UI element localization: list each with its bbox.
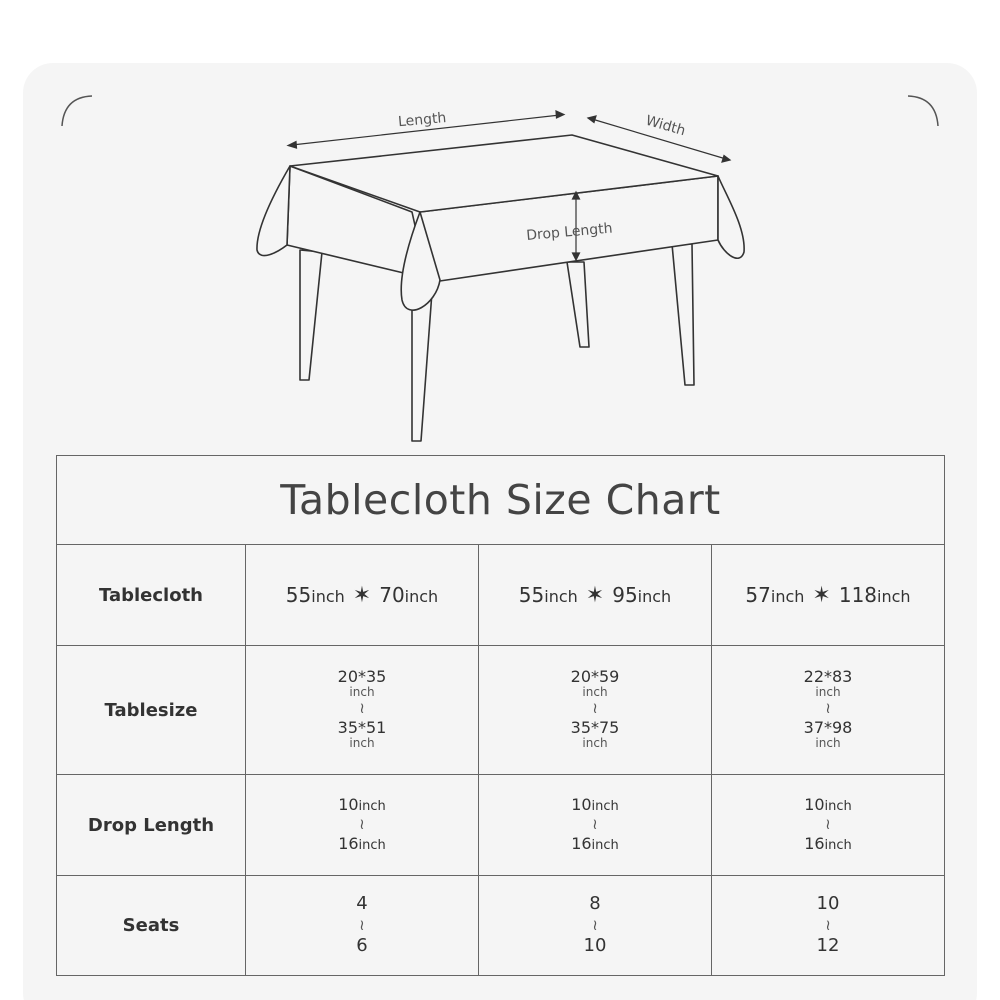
chart-title: Tablecloth Size Chart	[57, 456, 945, 545]
tablesize-cell: 20*35 inch ≀ 35*51 inch	[246, 646, 479, 775]
tablecloth-diagram	[0, 0, 1000, 450]
width-label: Width	[643, 112, 688, 140]
tablesize-cell: 22*83 inch ≀ 37*98 inch	[712, 646, 945, 775]
corner-arc-left	[62, 96, 92, 126]
tablecloth-size-cell: 57inch ✶ 118inch	[712, 545, 945, 646]
drop-length-label: Drop Length	[525, 220, 614, 244]
tablesize-cell: 20*59 inch ≀ 35*75 inch	[479, 646, 712, 775]
length-label: Length	[397, 110, 447, 131]
row-label-tablesize: Tablesize	[57, 646, 246, 775]
table-row	[57, 545, 945, 646]
table-row	[57, 646, 945, 775]
table-legs	[300, 244, 694, 441]
corner-arc-right	[908, 96, 938, 126]
table-row	[57, 876, 945, 976]
row-label-tablecloth: Tablecloth	[57, 545, 246, 646]
drop-length-cell: 10inch ≀ 16inch	[246, 775, 479, 876]
seats-cell: 8 ≀ 10	[479, 876, 712, 976]
seats-cell: 4 ≀ 6	[246, 876, 479, 976]
row-label-drop-length: Drop Length	[57, 775, 246, 876]
tablecloth-size-cell: 55inch ✶ 70inch	[246, 545, 479, 646]
drop-length-cell: 10inch ≀ 16inch	[712, 775, 945, 876]
size-chart-table	[56, 455, 945, 976]
tablecloth-shape	[257, 135, 744, 310]
table-row	[57, 775, 945, 876]
tablecloth-size-cell: 55inch ✶ 95inch	[479, 545, 712, 646]
seats-cell: 10 ≀ 12	[712, 876, 945, 976]
row-label-seats: Seats	[57, 876, 246, 976]
drop-length-cell: 10inch ≀ 16inch	[479, 775, 712, 876]
